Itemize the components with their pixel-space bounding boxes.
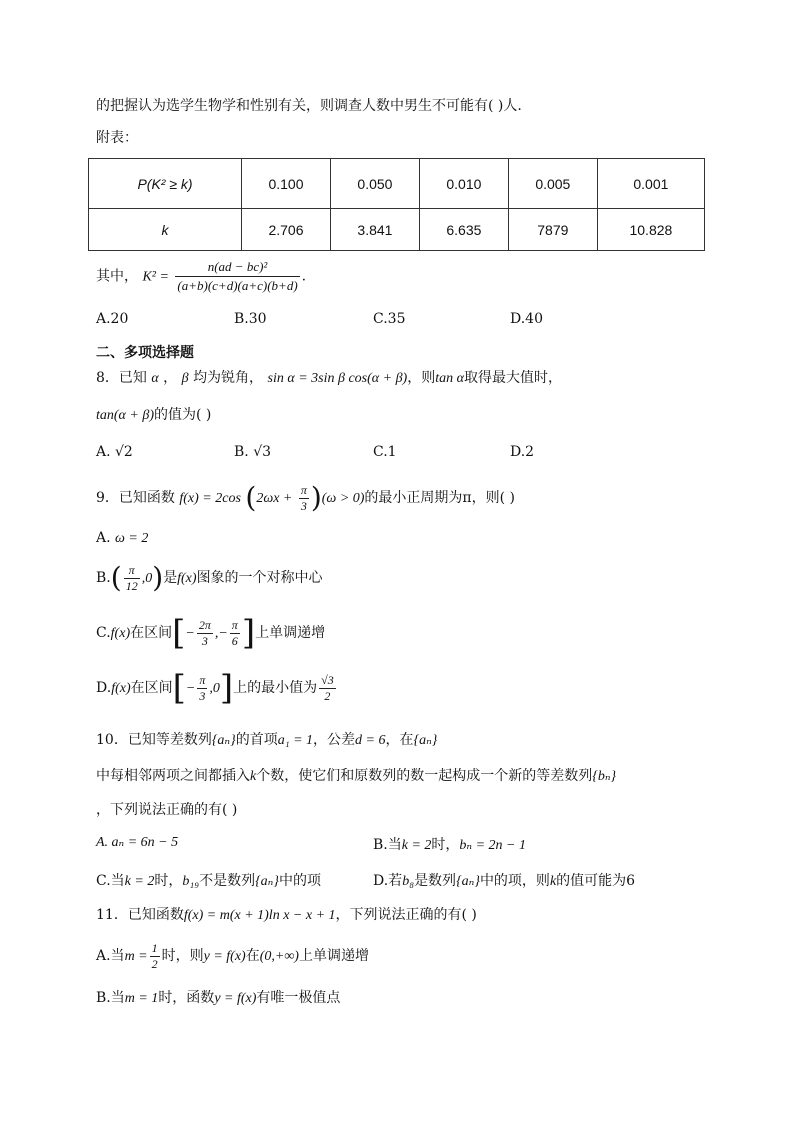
- q9-text: 9．已知函数: [96, 490, 175, 506]
- q10-stem-line2: [96, 766, 616, 787]
- option-text: 图象的一个对称中心: [196, 570, 323, 586]
- table-cell: 0.001: [597, 159, 704, 209]
- q10-stem-line1: [96, 730, 437, 751]
- q8-expression: tan(α + β): [96, 408, 154, 423]
- q10-option-d: [373, 870, 635, 890]
- q10-stem-line3: ，下列说法正确的有( ): [96, 802, 238, 818]
- fraction-num: π: [199, 672, 206, 687]
- fraction-den: 12: [125, 578, 138, 593]
- q8-beta: β: [181, 371, 189, 386]
- fraction-den: 3: [201, 633, 208, 648]
- fraction-num: π: [231, 617, 238, 632]
- q8-option-a: A. √2: [96, 444, 133, 460]
- option-text: 在: [245, 948, 260, 964]
- option-k: k = 2: [124, 874, 155, 889]
- q10-d: d = 6: [355, 733, 386, 748]
- table-row: [89, 159, 705, 209]
- q9-option-b: B.( $\frac{\pi}{12}$ ,0)是f(x)图象的一个对称中心: [96, 561, 323, 594]
- option-fraction: [197, 673, 207, 704]
- q9-fraction-num: π: [300, 482, 307, 497]
- option-text: 时，函数: [158, 990, 215, 1006]
- option-text: A.当: [96, 948, 125, 964]
- option-text: 上单调递增: [298, 948, 369, 964]
- fraction-num: π: [124, 563, 140, 579]
- option-expr: bₙ = 2n − 1: [459, 838, 526, 853]
- q11-stem: [96, 905, 477, 926]
- q10-seq-b: {bₙ}: [592, 769, 617, 784]
- critical-value-table: [88, 158, 705, 251]
- q9-function: f(x) = 2cos: [179, 491, 241, 506]
- q9-option-a: [96, 528, 148, 549]
- q8-text: 取得最大值时，: [463, 370, 562, 386]
- chi-square-formula: [96, 258, 306, 295]
- formula-end: .: [301, 268, 307, 285]
- q9-argument: 2ωx +: [256, 491, 293, 506]
- option-y: y = f(x): [203, 949, 246, 964]
- option-text: 有唯一极值点: [256, 990, 341, 1006]
- option-text: 的值可能为6: [556, 873, 636, 889]
- table-cell: 3.841: [330, 209, 419, 251]
- q11-text: 11．已知函数: [96, 907, 184, 923]
- q9-stem: 9．已知函数 f(x) = 2cos (2ωx + $\frac{\pi}{3}$ )(ω > 0)的最小正周期为π，则( ): [96, 481, 515, 514]
- option-label: A.: [96, 530, 111, 546]
- option-text: 是: [163, 570, 178, 586]
- q10-a1: a₁ = 1: [277, 733, 314, 748]
- option-text: 时，: [154, 873, 183, 889]
- fraction-num: √3: [321, 672, 334, 687]
- q9-condition: (ω > 0): [321, 491, 365, 506]
- q7-option-c: C.35: [373, 311, 406, 327]
- q10-text: 的首项: [235, 732, 278, 748]
- q7-option-b: B.30: [234, 311, 267, 327]
- option-b8: b₈: [402, 874, 415, 889]
- table-cell: 2.706: [242, 209, 331, 251]
- table-cell: 0.100: [242, 159, 331, 209]
- question-text-tail: 的把握认为选学生物学和性别有关，则调查人数中男生不可能有( )人.: [96, 98, 522, 114]
- q8-stem-line2: [96, 405, 211, 426]
- q9-option-c: C.f(x)在区间[− $\frac{2\pi}{3}$ ,− $\frac{\pi}{6}$ ]上单调递增: [96, 613, 326, 653]
- q8-alpha: α: [151, 371, 159, 386]
- option-label: C.: [96, 625, 111, 641]
- option-seq: {aₙ}: [456, 874, 480, 889]
- option-text: 时，则: [161, 948, 204, 964]
- fraction-den: 2: [324, 688, 331, 703]
- table-cell: 6.635: [419, 209, 508, 251]
- q10-option-b: [373, 834, 526, 854]
- option-text: D.若: [373, 873, 403, 889]
- q8-comma: ，: [163, 370, 178, 386]
- q9-fraction-den: 3: [300, 498, 307, 513]
- option-text: 在区间: [130, 625, 173, 641]
- fraction-den: 2: [151, 956, 158, 971]
- q9-fraction: [299, 483, 309, 514]
- q8-stem-line1: [96, 368, 562, 389]
- option-fx: f(x): [177, 571, 197, 586]
- option-label: B.: [96, 570, 111, 586]
- table-cell: 0.050: [330, 159, 419, 209]
- section-title: 二、多项选择题: [96, 345, 194, 361]
- option-fx: f(x): [110, 626, 131, 641]
- q8-tan: tan α: [435, 371, 464, 386]
- option-text: 上的最小值为: [233, 680, 318, 696]
- option-content: ,0: [141, 571, 153, 586]
- q11-option-b: [96, 988, 340, 1009]
- option-text: 在区间: [130, 680, 173, 696]
- table-header-k: k: [89, 209, 242, 251]
- option-seq: {aₙ}: [255, 874, 279, 889]
- option-interval: (0,+∞): [259, 949, 299, 964]
- q10-seq-a: {aₙ}: [413, 733, 438, 748]
- formula-fraction: [175, 258, 299, 295]
- q10-text: ，公差: [313, 732, 356, 748]
- option-fraction: [124, 563, 140, 594]
- q11-option-a: [96, 936, 369, 977]
- table-cell: 0.010: [419, 159, 508, 209]
- option-text: B.当: [96, 990, 125, 1006]
- q10-option-c: [96, 870, 321, 890]
- option-fraction: [197, 618, 213, 649]
- q8-condition: sin α = 3sin β cos(α + β): [267, 371, 408, 386]
- q8-text: ，则: [407, 370, 436, 386]
- q8-text: 均为锐角，: [193, 370, 264, 386]
- table-cell: 7879: [508, 209, 597, 251]
- q10-text: 中每相邻两项之间都插入: [96, 768, 250, 784]
- q8-text: 的值为( ): [153, 407, 212, 423]
- q8-option-c: C.1: [373, 444, 397, 460]
- option-text: 时，: [431, 837, 460, 853]
- option-text: 上单调递增: [255, 625, 326, 641]
- table-row: [89, 209, 705, 251]
- q9-text: 的最小正周期为π，则( ): [364, 490, 515, 506]
- q7-option-d: D.40: [510, 311, 543, 327]
- table-header-p: P(K² ≥ k): [89, 159, 242, 209]
- option-y: y = f(x): [214, 991, 257, 1006]
- option-text: 是数列: [414, 873, 457, 889]
- option-text: 中的项: [278, 873, 321, 889]
- q8-text: 8．已知: [96, 370, 152, 386]
- q11-text: ，下列说法正确的有( ): [335, 907, 477, 923]
- option-text: B.当: [373, 837, 402, 853]
- q7-option-a: A.20: [96, 311, 129, 327]
- option-fraction: [150, 941, 160, 972]
- q11-function: f(x) = m(x + 1)ln x − x + 1: [183, 908, 336, 923]
- option-content: ω = 2: [115, 531, 149, 546]
- q8-option-d: D.2: [510, 444, 535, 460]
- appendix-label: 附表：: [96, 130, 138, 146]
- q10-text: ，在: [385, 732, 414, 748]
- option-content: ,0: [209, 681, 220, 696]
- table-cell: 10.828: [597, 209, 704, 251]
- q9-option-d: D.f(x)在区间[− $\frac{\pi}{3}$ ,0]上的最小值为 $\frac{√3}{2}$: [96, 668, 334, 708]
- option-label: D.: [96, 680, 112, 696]
- option-k: k: [549, 874, 557, 889]
- q10-text: 10．已知等差数列: [96, 732, 212, 748]
- option-fraction: [230, 618, 240, 649]
- formula-lhs: K² =: [142, 269, 169, 285]
- option-m: m =: [124, 949, 148, 964]
- table-cell: 0.005: [508, 159, 597, 209]
- formula-prefix: 其中，: [96, 268, 138, 285]
- fraction-num: 1: [151, 940, 158, 955]
- option-b19: b₁₉: [182, 874, 200, 889]
- fraction-den: 6: [231, 633, 238, 648]
- fraction-num: 2π: [198, 617, 211, 632]
- formula-denominator: (a+b)(c+d)(a+c)(b+d): [177, 278, 298, 293]
- option-text: 中的项，则: [479, 873, 550, 889]
- option-fraction: [319, 673, 336, 704]
- q10-option-a: A. aₙ = 6n − 5: [96, 835, 179, 850]
- option-text: C.当: [96, 873, 125, 889]
- q10-text: 个数，使它们和原数列的数一起构成一个新的等差数列: [256, 768, 593, 784]
- q10-seq-a: {aₙ}: [211, 733, 236, 748]
- option-m: m = 1: [124, 991, 159, 1006]
- fraction-den: 3: [199, 688, 206, 703]
- q8-option-b: B. √3: [234, 444, 272, 460]
- option-k: k = 2: [401, 838, 432, 853]
- option-fx: f(x): [111, 681, 131, 696]
- option-text: 不是数列: [199, 873, 256, 889]
- formula-numerator: n(ad − bc)²: [175, 258, 299, 277]
- q10-k: k: [250, 769, 257, 784]
